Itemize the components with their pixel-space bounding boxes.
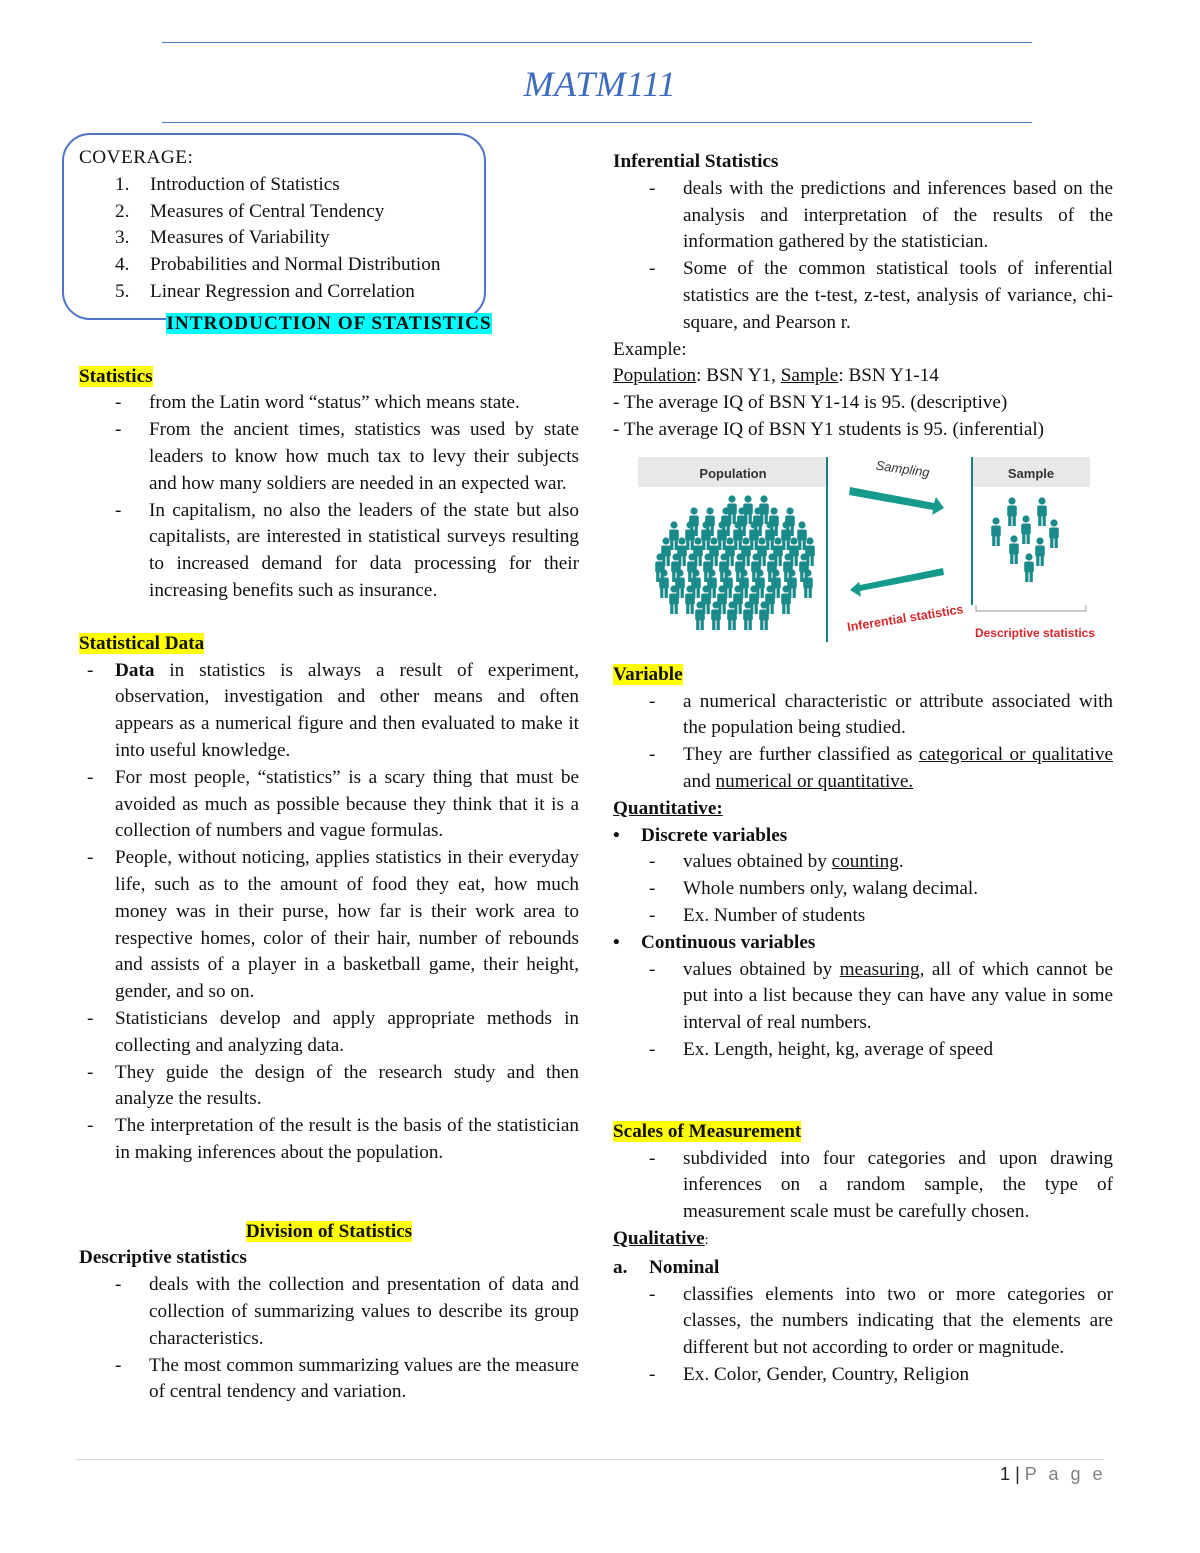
- coverage-item: 3. Measures of Variability: [115, 227, 330, 249]
- nominal-list: [613, 1282, 1113, 1389]
- person-icon: [727, 601, 737, 630]
- person-icon: [733, 521, 743, 550]
- list-item: - Data in statistics is always a result of experiment, observation, investigation and other means and often appears as a numerical figure and then evaluated to make it into useful knowledge.: [87, 659, 579, 761]
- continuous-list: [613, 957, 1113, 1064]
- variable-heading: Variable: [613, 663, 683, 685]
- list-item: - Ex. Number of students: [649, 904, 866, 926]
- coverage-item: 2. Measures of Central Tendency: [115, 200, 385, 222]
- sample-people: [991, 497, 1059, 582]
- header-bottom-rule: [162, 122, 1032, 123]
- list-item: - They guide the design of the research study and then analyze the results.: [87, 1061, 579, 1110]
- person-icon: [781, 521, 791, 550]
- intro-heading: INTRODUCTION OF STATISTICS: [166, 312, 492, 334]
- scales-heading: Scales of Measurement: [613, 1120, 802, 1142]
- page-label: P a g e: [1024, 1464, 1106, 1484]
- population-label: Population: [699, 466, 767, 481]
- variable-list: [613, 689, 1113, 796]
- descriptive-bracket: [976, 605, 1086, 611]
- list-item: - deals with the predictions and inferences based on the analysis and interpretation of the results of the information gathered by the statistician.: [649, 177, 1113, 253]
- person-icon: [659, 569, 669, 598]
- coverage-item: 1. Introduction of Statistics: [115, 173, 340, 195]
- discrete-list: [613, 849, 1113, 929]
- person-icon: [803, 569, 813, 598]
- qualitative-heading: Qualitative:: [613, 1227, 709, 1249]
- list-item: - classifies elements into two or more categories or classes, the numbers indicating that the elements are different but not according to order or magnitude.: [649, 1283, 1113, 1359]
- header-top-rule: [162, 42, 1032, 43]
- person-icon: [685, 521, 695, 550]
- example-label: Example:: [613, 338, 687, 360]
- list-item: - from the Latin word “status” which means state.: [115, 392, 520, 414]
- coverage-item: 4. Probabilities and Normal Distribution: [115, 254, 441, 276]
- person-icon: [765, 521, 775, 550]
- list-item: - The most common summarizing values are the measure of central tendency and variation.: [115, 1354, 579, 1403]
- inferential-arrow: [850, 568, 944, 597]
- example-line: - The average IQ of BSN Y1 students is 95. (inferential): [613, 418, 1045, 440]
- discrete-heading: • Discrete variables: [613, 824, 788, 846]
- list-item: - For most people, “statistics” is a scary thing that must be avoided as much as possible because they think that it is a collection of numbers and vague formulas.: [87, 766, 579, 842]
- population-sample-figure: [638, 455, 1112, 645]
- person-icon: [991, 517, 1001, 546]
- sampling-arrow: [849, 487, 944, 515]
- person-icon: [685, 585, 695, 614]
- scales-list: [613, 1146, 1113, 1226]
- person-icon: [759, 601, 769, 630]
- right-column: [613, 149, 1113, 1389]
- page-separator: |: [1015, 1464, 1020, 1484]
- person-icon: [717, 521, 727, 550]
- list-item: - Statisticians develop and apply appropriate methods in collecting and analyzing data.: [87, 1007, 579, 1056]
- descriptive-label: Descriptive statistics: [974, 626, 1096, 640]
- example-population-line: Population: BSN Y1, Sample: BSN Y1-14: [613, 365, 939, 387]
- list-item: - People, without noticing, applies statistics in their everyday life, such as to the amount of food they eat, how much money was in their purse, how far is their work area to respective homes, color of their hair, number of rebounds and assists of a player in a basketball game, their height, gender, and so on.: [87, 847, 579, 1003]
- person-icon: [669, 585, 679, 614]
- list-item: - deals with the collection and presentation of data and collection of summarizing values to describe its group characteristics.: [115, 1274, 579, 1349]
- person-icon: [701, 521, 711, 550]
- person-icon: [743, 601, 753, 630]
- person-icon: [781, 585, 791, 614]
- person-icon: [1024, 553, 1034, 582]
- person-icon: [1021, 515, 1031, 544]
- example-line: - The average IQ of BSN Y1-14 is 95. (descriptive): [613, 392, 1008, 414]
- inferential-list: [613, 176, 1113, 337]
- person-icon: [797, 521, 807, 550]
- list-item: - Ex. Length, height, kg, average of speed: [649, 1038, 994, 1060]
- list-item: - Ex. Color, Gender, Country, Religion: [649, 1363, 970, 1385]
- sampling-label: Sampling: [874, 457, 931, 481]
- inferential-heading: Inferential Statistics: [613, 151, 779, 172]
- person-icon: [1049, 519, 1059, 548]
- person-icon: [1009, 535, 1019, 564]
- intro-heading-row: [79, 311, 579, 338]
- statistical-data-list: [79, 658, 579, 1167]
- person-icon: [669, 521, 679, 550]
- list-item: - The interpretation of the result is the basis of the statistician in making inferences about the population.: [87, 1115, 579, 1163]
- person-icon: [1007, 497, 1017, 526]
- person-icon: [711, 601, 721, 630]
- person-icon: [1035, 537, 1045, 566]
- continuous-heading: • Continuous variables: [613, 931, 816, 953]
- nominal-heading: a. Nominal: [613, 1256, 720, 1278]
- quantitative-heading: Quantitative:: [613, 797, 723, 819]
- statistics-heading: Statistics: [79, 365, 153, 387]
- population-people: [655, 495, 815, 630]
- person-icon: [695, 601, 705, 630]
- inferential-label: Inferential statistics: [846, 602, 965, 635]
- coverage-item: 5. Linear Regression and Correlation: [115, 280, 415, 302]
- coverage-heading: COVERAGE:: [79, 147, 194, 168]
- document-title: MATM111: [523, 64, 677, 104]
- list-item: - From the ancient times, statistics was used by state leaders to know how much tax to levy their subjects and how many soldiers are needed in an expected war.: [115, 419, 579, 494]
- page-number: 1: [1000, 1464, 1011, 1484]
- coverage-list: [79, 172, 579, 306]
- list-item: - Whole numbers only, walang decimal.: [649, 878, 979, 900]
- statistical-data-heading: Statistical Data: [79, 632, 205, 654]
- descriptive-list: [79, 1272, 579, 1406]
- descriptive-heading: Descriptive statistics: [79, 1247, 247, 1269]
- list-item: - They are further classified as categorical or qualitative and numerical or quantitative.: [649, 744, 1113, 792]
- statistics-list: [79, 390, 579, 604]
- footer-rule: [76, 1459, 1104, 1460]
- list-item: - Some of the common statistical tools of inferential statistics are the t-test, z-test, analysis of variance, chi-square, and Pearson r.: [649, 258, 1113, 333]
- left-column: [79, 145, 579, 1406]
- division-heading: Division of Statistics: [245, 1220, 413, 1242]
- person-icon: [1037, 497, 1047, 526]
- list-item: - values obtained by measuring, all of which cannot be put into a list because they can have any value in some interval of real numbers.: [649, 958, 1113, 1034]
- list-item: - values obtained by counting.: [649, 851, 904, 873]
- list-item: - a numerical characteristic or attribute associated with the population being studied.: [649, 690, 1113, 739]
- list-item: - subdivided into four categories and upon drawing inferences on a random sample, the type of measurement scale must be carefully chosen.: [649, 1147, 1113, 1223]
- sample-label: Sample: [1007, 466, 1055, 481]
- list-item: - In capitalism, no also the leaders of the state but also capitalists, are interested in statistical surveys resulting to increased demand for data processing for their increasing benefits such as insurance.: [115, 499, 579, 601]
- page-footer: [1000, 1461, 1106, 1488]
- person-icon: [749, 521, 759, 550]
